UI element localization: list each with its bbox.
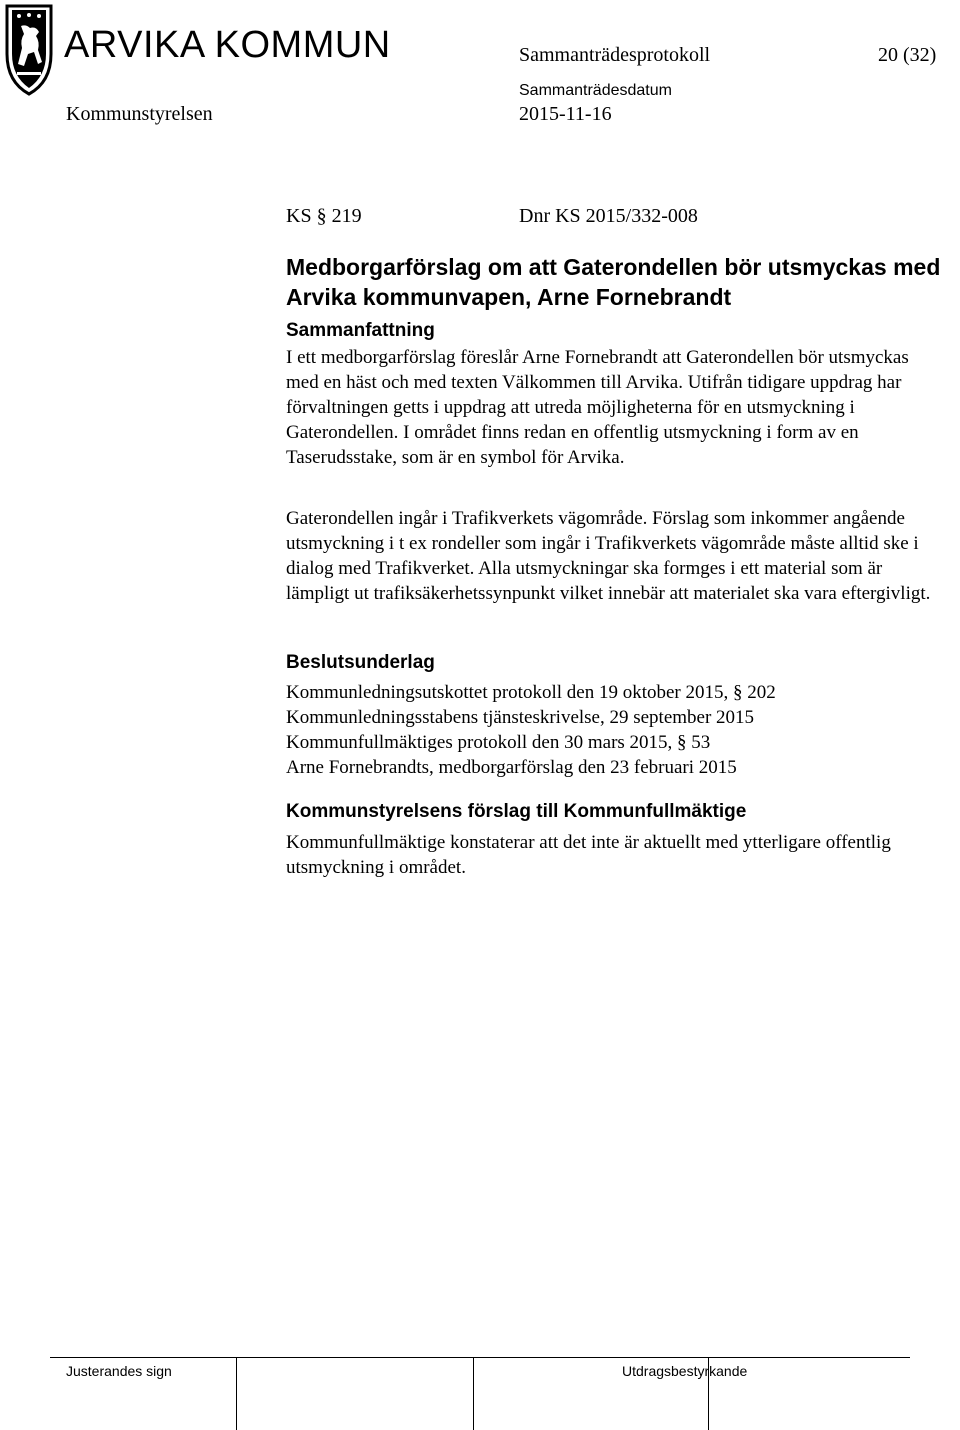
coat-of-arms-horse-icon	[4, 4, 54, 96]
meeting-date: 2015-11-16	[519, 103, 612, 125]
item-title: Medborgarförslag om att Gaterondellen bör utsmyckas med Arvika kommunvapen, Arne Fornebrandt	[286, 254, 941, 310]
proposal-text: Kommunfullmäktige konstaterar att det inte är aktuellt med ytterligare offentlig utsmyckning i området.	[286, 832, 891, 878]
basis-item: Kommunfullmäktiges protokoll den 30 mars 2015, § 53	[286, 732, 711, 753]
basis-list	[286, 680, 946, 780]
basis-heading: Beslutsunderlag	[286, 652, 435, 673]
diarie-number: Dnr KS 2015/332-008	[519, 205, 698, 227]
certified-extract-label: Utdragsbestyrkande	[622, 1363, 748, 1379]
summary-paragraph: Gaterondellen ingår i Trafikverkets vägområde. Förslag som inkommer angående utsmyckning i t ex rondeller som ingår i Trafikverkets vägområde måste alltid ske i dialog med Trafikverket. Alla utsmyckningar ska formges i ett material som är lämpligt ut trafiksäkerhetssynpunkt vilket innebär att materialet ska vara eftergivligt.	[286, 508, 931, 604]
basis-item: Arne Fornebrandts, medborgarförslag den 23 februari 2015	[286, 757, 737, 778]
item-number: KS § 219	[286, 205, 362, 227]
meeting-date-label: Sammanträdesdatum	[519, 82, 672, 99]
basis-item: Kommunledningsstabens tjänsteskrivelse, 29 september 2015	[286, 707, 755, 728]
summary-paragraph: I ett medborgarförslag föreslår Arne Fornebrandt att Gaterondellen bör utsmyckas med en häst och med texten Välkommen till Arvika. Utifrån tidigare uppdrag har förvaltningen getts i uppdrag att utreda möjligheterna för en utsmyckning i Gaterondellen. I området finns redan en offentlig utsmyckning i form av en Taserudsstake, som är en symbol för Arvika.	[286, 347, 909, 468]
signature-label: Justerandes sign	[66, 1363, 172, 1379]
basis-item: Kommunledningsutskottet protokoll den 19 oktober 2015, § 202	[286, 682, 776, 703]
page-number: 20 (32)	[878, 44, 937, 66]
proposal-heading: Kommunstyrelsens förslag till Kommunfullmäktige	[286, 801, 747, 822]
footer-column-divider	[236, 1357, 237, 1430]
summary-heading: Sammanfattning	[286, 320, 435, 341]
footer-column-divider	[473, 1357, 474, 1430]
footer-divider	[50, 1357, 910, 1358]
document-type: Sammanträdesprotokoll	[519, 44, 711, 66]
board-name: Kommunstyrelsen	[66, 103, 213, 125]
organization-name: ARVIKA KOMMUN	[64, 24, 391, 66]
